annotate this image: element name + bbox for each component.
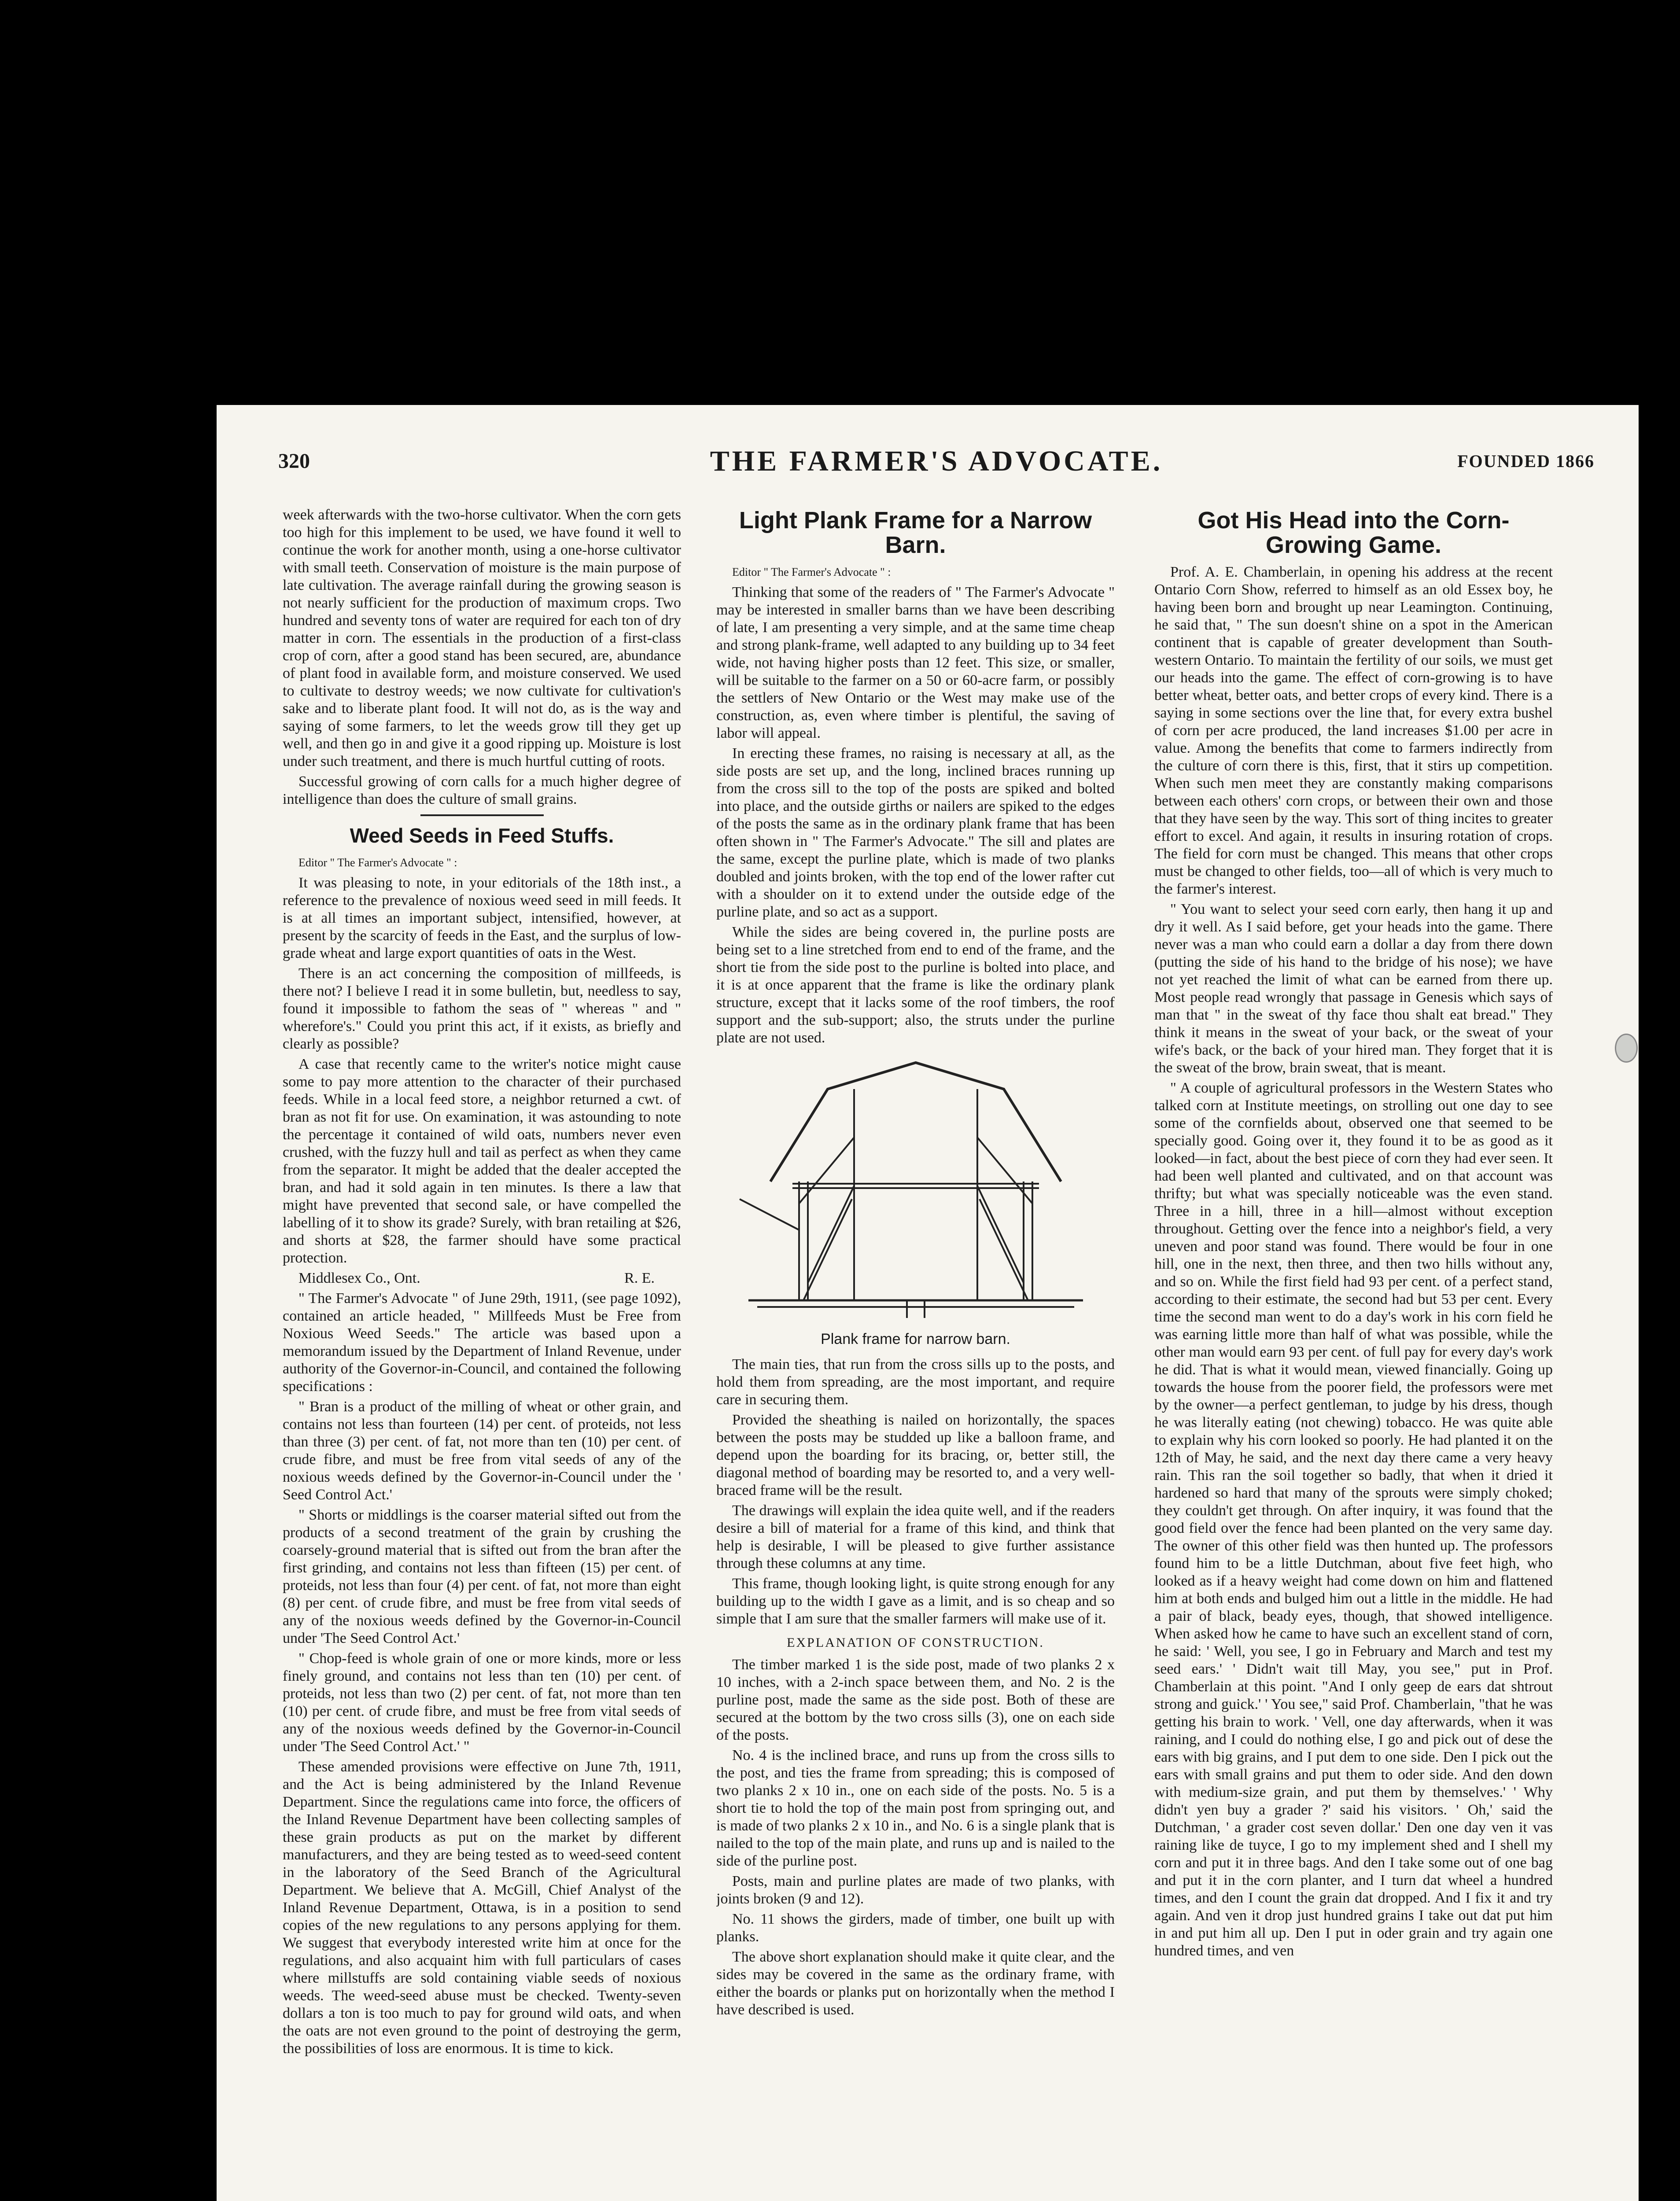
paragraph: Posts, main and purline plates are made of two planks, with joints broken (9 and 12). xyxy=(716,1873,1115,1907)
paragraph: " Bran is a product of the milling of wheat or other grain, and contains not less than fourteen (14) per cent. of proteids, not less than three (3) per cent. of fat, not more than ten (10) per cent. of crude fibre, and must be free from vital seeds of any of the noxious weeds defined by the Governor-in-Council under the ' Seed Control Act.' xyxy=(283,1399,681,1503)
paragraph: In erecting these frames, no raising is necessary at all, as the side posts are set up, and the long, inclined braces running up from the cross sill to the top of the posts are spiked and bolted into place, and the outside girths or nailers are spiked to the edges of the posts the same as in the ordinary plank frame that has been often shown in " The Farmer's Advocate." The sill and plates are the same, except the purline plate, which is made of two planks doubled and joints broken, with the top end of the lower rafter cut with a shoulder on it to extend under the outside edge of the purline plate, and so act as a support. xyxy=(716,745,1115,920)
paragraph: It was pleasing to note, in your editorials of the 18th inst., a reference to the prevalence of noxious weed seed in mill feeds. It is at all times an important subject, intensified, however, at present by the scarcity of feeds in the East, and the surplus of low-grade wheat and large export quantities of oats in the West. xyxy=(283,875,681,961)
paragraph: " The Farmer's Advocate " of June 29th, 1911, (see page 1092), contained an article headed, " Millfeeds Must be Free from Noxious Weed Seeds." The article was based upon a memorandum issued by the Department of Inland Revenue, under authority of the Governor-in-Council, and contained the following specifications : xyxy=(283,1290,681,1395)
paragraph: The above short explanation should make it quite clear, and the sides may be covered in the same as the ordinary frame, with either the boards or planks put on horizontally when the method I have described is used. xyxy=(716,1949,1115,2018)
paragraph: Provided the sheathing is nailed on horizontally, the spaces between the posts may be studded up like a balloon frame, and depend upon the boarding for its bracing, or, better still, the diagonal method of boarding may be resorted to, and a very well-braced frame will be the result. xyxy=(716,1412,1115,1498)
editor-salutation: Editor " The Farmer's Advocate " : xyxy=(732,566,891,578)
paragraph: Prof. A. E. Chamberlain, in opening his address at the recent Ontario Corn Show, referred to himself as an old Essex boy, he having been born and brought up near Leamington. Continuing, he said that, " The sun doesn't shine on a spot in the American continent that is capable of greater development than South-western Ontario. To maintain the fertility of our soils, we must get our heads into the game. The effect of corn-growing is to have better wheat, better oats, and better crops of every kind. There is a saying in some sections over the line that, for every extra bushel of corn per acre produced, the land increases $1.00 per acre in value. Among the benefits that come to farmers indirectly from the culture of corn there is this, first, that it stirs up competition. When such men meet they are constantly making comparisons between each others' corn crops, or between their own and those that they have seen by the way. This sort of thing incites to greater effort to excel. And again, it results in insuring rotation of crops. The field for corn must be changed. This means that other crops must be changed to other fields, too—all of which is very much to the farmer's interest. xyxy=(1154,564,1553,897)
column-left xyxy=(283,506,681,2201)
article-headline-plank-frame: Light Plank Frame for a Narrow Barn. xyxy=(739,507,1092,558)
letter-signature xyxy=(283,1270,681,1287)
binding-hole xyxy=(1615,1034,1638,1063)
paragraph: " You want to select your seed corn early, then hang it up and dry it well. As I said before, get your heads into the game. There never was a man who could earn a dollar a day from there down (putting the side of his hand to the bridge of his nose); we have not yet reached the limit of what can be earned from there up. Most people read wrongly that passage in Genesis which says of man that " in the sweat of thy face thou shalt eat bread." They think it means in the sweat of your back, or the sweat of your wife's back, or the back of your hired man. They forget that it is the sweat of the brow, brain sweat, that is meant. xyxy=(1154,901,1553,1076)
paragraph: A case that recently came to the writer's notice might cause some to pay more attention to the character of their purchased feeds. While in a local feed store, a neighbor returned a cwt. of bran as not fit for use. On examination, it was astounding to note the percentage it contained of wild oats, numbers never even crushed, with the fuzzy hull and tail as perfect as when they came from the separator. It might be added that the dealer accepted the bran, and had it sold again in ten minutes. Is there a law that might have prevented that second sale, or have compelled the labelling of it to show its grade? Surely, with bran retailing at $26, and shorts at $28, the farmer should have some practical protection. xyxy=(283,1056,681,1266)
paragraph: No. 4 is the inclined brace, and runs up from the cross sills to the post, and ties the frame from spreading; this is composed of two planks 2 x 10 in., one on each side of the posts. No. 5 is a short tie to hold the top of the main post from springing out, and is made of two planks 2 x 10 in., and No. 6 is a single plank that is nailed to the top of the main plate, and runs up and is nailed to the side of the purline post. xyxy=(716,1747,1115,1869)
paragraph: " A couple of agricultural professors in the Western States who talked corn at Institute meetings, on strolling out one day to see some of the cornfields about, observed one that seemed to be specially good. Going over it, they found it to be as good as it looked—in fact, about the best piece of corn they had ever seen. It had been well planted and cultivated, and on that account was thrifty; but what was specially noticeable was the even stand. Three in a hill, three in a hill—almost without exception throughout. Getting over the fence into a neighbor's field, a very uneven and poor stand was found. There would be four in one hill, one in the next, then three, and then two hills without any, and so on. While the first field had 93 per cent. of a perfect stand, according to their estimate, the second had but 53 per cent. Every time the second man went to do a day's work in his corn field he was earning little more than half of what was possible, while the other man would earn 93 per cent. of full pay for every day's work he did. That is what it would mean, viewed financially. Going up towards the house from the poorer field, the professors were met by the owner—a perfect gentleman, to judge by his dress, though he was literally eating (not chewing) tobacco. He was quite able to explain why his corn looked so poorly. He had planted it on the 12th of May, he said, and the next day there came a very heavy rain. This ran the soil together so badly, that when it dried it hardened so hard that many of the sprouts were simply choked; they couldn't get through. On after inquiry, it was found that the good field over the fence had been planted on the very same day. The owner of this other field was then hunted up. The professors found him to be a little Dutchman, about five feet high, who looked as if a heavy weight had come down on him and flattened him at both ends and bulged him out a little in the middle. He had a pair of black, beady eyes, though, that showed intelligence. When asked how he came to have such an excellent stand of corn, he said: ' Well, you see, I go in February and March and test my seed ears.' ' Didn't wait till May, you see," put in Prof. Chamberlain at this point. "And I only geep de ears dat shtrout strong and guick.' ' You see," said Prof. Chamberlain, "that he was getting his brain to work. ' Vell, one day afterwards, when it was raining, and I could do nothing else, I go and pick out of dese the ears with big grains, and I put dem to one side. Den I pick out the ears with small grains and put them to oder side. And den down with medium-size grain, and put them by themselves.' ' Why didn't yen buy a grader ?' said his visitors. ' Oh,' said the Dutchman, ' a grader cost seven dollar.' Den one day ven it vas raining like de tuyce, I go to my implement shed and I shell my corn and put it in three bags. And den I take some out of one bag and put it in the corn planter, and I turn dat wheel a hundred times, and den I count the grain dat dropped. And I fix it and try again. And ven it drop just hundred grains I take out dat put him in and put him all up. Den I put in oder grain and try again one hundred times, and ven xyxy=(1154,1080,1553,1959)
section-subhead: EXPLANATION OF CONSTRUCTION. xyxy=(787,1635,1044,1650)
paragraph: The timber marked 1 is the side post, made of two planks 2 x 10 inches, with a 2-inch space between them, and No. 2 is the purline post, made the same as the side post. Both of these are secured at the bottom by the two cross sills (3), one on each side of the posts. xyxy=(716,1656,1115,1743)
paragraph: " Shorts or middlings is the coarser material sifted out from the products of a second treatment of the grain by crushing the coarsely-ground material that is sifted out from the bran after the first grinding, and contains not less than fifteen (15) per cent. of proteids, not less than four (4) per cent. of fat, not more than eight (8) per cent. of crude fibre, and must be free from vital seeds of any of the noxious weeds defined by the Governor-in-Council under 'The Seed Control Act.' xyxy=(283,1507,681,1646)
barn-frame-drawing xyxy=(722,1054,1109,1327)
paragraph: No. 11 shows the girders, made of timber, one built up with planks. xyxy=(716,1911,1115,1945)
masthead-title: THE FARMER'S ADVOCATE. xyxy=(710,445,1163,477)
divider xyxy=(420,814,544,816)
barn-frame-figure xyxy=(716,1054,1115,1348)
paragraph: There is an act concerning the composition of millfeeds, is there not? I believe I read it in some bulletin, but, needless to say, found it impossible to fathom the seas of " whereas " and " wherefore's." Could you print this act, if it exists, as briefly and clearly as possible? xyxy=(283,965,681,1052)
newspaper-page xyxy=(217,405,1639,2201)
page-number: 320 xyxy=(278,449,310,473)
paragraph: The main ties, that run from the cross sills up to the posts, and hold them from spreading, are the most important, and require care in securing them. xyxy=(716,1356,1115,1408)
column-middle xyxy=(716,506,1115,2201)
signature-place: Middlesex Co., Ont. xyxy=(298,1270,420,1286)
paragraph: week afterwards with the two-horse cultivator. When the corn gets too high for this implement to be used, we have found it well to continue the work for another month, using a one-horse cultivator with small teeth. Conservation of moisture is the main purpose of late cultivation. The average rainfall during the growing season is not nearly sufficient for the production of maximum crops. Two hundred and seventy tons of water are required for each ton of dry matter in corn. The essentials in the production of a first-class crop of corn, after a good stand has been secured, are, abundance of plant food in available form, and moisture conserved. We used to cultivate to destroy weeds; we now cultivate for cultivation's sake and to liberate plant food. It will not do, as is the way and saying of some farmers, to let the weeds grow till they get up well, and then go in and give it a good ripping up. Moisture is lost under such treatment, and there is much hurtful cutting of roots. xyxy=(283,507,681,769)
paragraph: These amended provisions were effective on June 7th, 1911, and the Act is being administered by the Inland Revenue Department. Since the regulations came into force, the officers of the Inland Revenue Department have been collecting samples of these grain products as put on the market by different manufacturers, and they are being tested as to weed-seed content in the laboratory of the Seed Branch of the Agricultural Department. We believe that A. McGill, Chief Analyst of the Inland Revenue Department, Ottawa, is in a position to send copies of the new regulations to any persons applying for them. We suggest that everybody interested write him at once for the regulations, and also acquaint him with full particulars of cases where millstuffs are sold containing viable seeds of noxious weeds. The weed-seed abuse must be checked. Twenty-seven dollars a ton is too much to pay for ground wild oats, and when the oats are not even ground to the point of destroying the germ, the possibilities of loss are enormous. It is time to kick. xyxy=(283,1759,681,2057)
page-header xyxy=(278,445,1595,484)
article-headline-corn-growing: Got His Head into the Corn-Growing Game. xyxy=(1197,507,1510,558)
figure-caption: Plank frame for narrow barn. xyxy=(821,1331,1010,1347)
paragraph: Successful growing of corn calls for a much higher degree of intelligence than does the culture of small grains. xyxy=(283,773,681,807)
paragraph: This frame, though looking light, is quite strong enough for any building up to the width I gave as a limit, and is so cheap and so simple that I am sure that the smaller farmers will make use of it. xyxy=(716,1575,1115,1627)
signature-name: R. E. xyxy=(624,1270,655,1286)
article-headline-weed-seeds: Weed Seeds in Feed Stuffs. xyxy=(350,824,614,847)
column-right xyxy=(1154,506,1553,2201)
editor-salutation: Editor " The Farmer's Advocate " : xyxy=(298,856,457,869)
founded-date: FOUNDED 1866 xyxy=(1457,451,1595,471)
paragraph: Thinking that some of the readers of " The Farmer's Advocate " may be interested in smaller barns than we have been describing of late, I am presenting a very simple, and at the same time cheap and strong plank-frame, well adapted to any building up to 34 feet wide, not having higher posts than 12 feet. This size, or smaller, will be suitable to the farmer on a 50 or 60-acre farm, or possibly the settlers of New Ontario or the West may make use of the construction, as, even where timber is plentiful, the saving of labor will appeal. xyxy=(716,584,1115,741)
paragraph: The drawings will explain the idea quite well, and if the readers desire a bill of material for a frame of this kind, and think that help is desirable, I will be pleased to give further assistance through these columns at any time. xyxy=(716,1502,1115,1572)
paragraph: " Chop-feed is whole grain of one or more kinds, more or less finely ground, and contains not less than ten (10) per cent. of proteids, not less than two (2) per cent. of fat, not more than ten (10) per cent. of crude fibre, and must be free from vital seeds of any of the noxious weeds defined by the Governor-in-Council under 'The Seed Control Act.' " xyxy=(283,1650,681,1755)
paragraph: While the sides are being covered in, the purline posts are being set to a line stretched from end to end of the frame, and the short tie from the side post to the purline is bolted into place, and it is at once apparent that the frame is like the ordinary plank structure, except that it lacks some of the roof timbers, the roof support and the sub-support; also, the struts under the purline plate are not used. xyxy=(716,924,1115,1046)
